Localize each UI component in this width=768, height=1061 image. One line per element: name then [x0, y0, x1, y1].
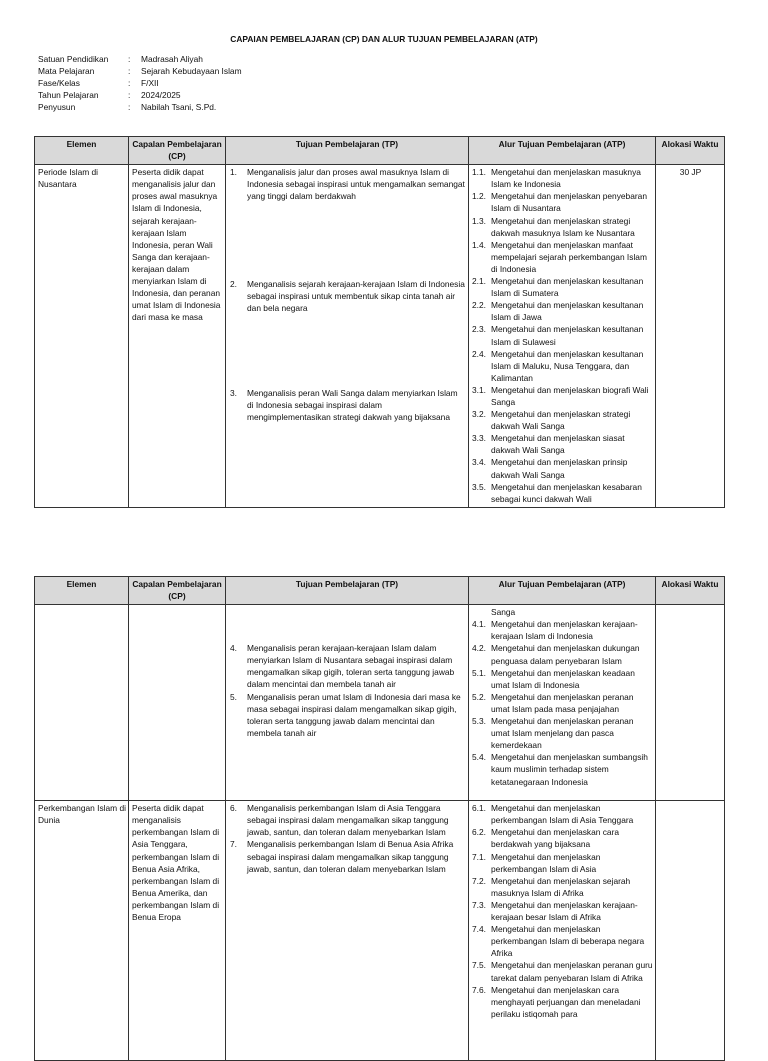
atp-text: Mengetahui dan menjelaskan perkembangan Islam di Asia: [491, 851, 601, 874]
atp-text: Mengetahui dan menjelaskan kerajaan-kerajaan besar Islam di Afrika: [491, 899, 638, 923]
atp-item: [472, 984, 653, 1020]
atp-number: 7.4.: [472, 924, 486, 935]
atp-item: [472, 751, 653, 787]
atp-item: [472, 190, 653, 214]
meta-row-tahun: [38, 89, 242, 101]
tp-number: 7.: [230, 839, 237, 850]
atp-item: [472, 923, 653, 959]
atp-text: Mengetahui dan menjelaskan siasat dakwah Wali Sanga: [491, 433, 625, 456]
atp-text: Mengetahui dan menjelaskan cara menghayati perjuangan dan meneladani perilaku istiqomah para: [491, 984, 641, 1019]
atp-text: Mengetahui dan menjelaskan peranan umat Islam menjelang dan pasca kemerdekaan: [491, 716, 634, 751]
cell-atp: [469, 605, 656, 801]
atp-text: Mengetahui dan menjelaskan perkembangan Islam di beberapa negara Afrika: [491, 924, 645, 959]
cell-alokasi: [656, 605, 725, 801]
tp-item: [230, 387, 466, 423]
tp-text: Menganalisis sejarah kerajaan-kerajaan Islam di Indonesia sebagai inspirasi untuk membentuk sikap cinta tanah air dan bela negara: [247, 279, 465, 314]
meta-label: Mata Pelajaran: [38, 66, 95, 77]
cell-cp: [129, 605, 226, 801]
cell-tp: [226, 165, 469, 508]
tp-text: Menganalisis jalur dan proses awal masuknya Islam di Indonesia sebagai inspirasi untuk mengamalkan semangat yang tinggi dalam berdakwah: [247, 167, 465, 202]
cell-elemen: [35, 605, 129, 801]
document-meta: [38, 53, 242, 113]
meta-colon: :: [128, 102, 131, 113]
atp-item: [472, 959, 653, 983]
meta-row-mapel: [38, 65, 242, 77]
meta-value: Madrasah Aliyah: [141, 54, 203, 64]
cell-tp: [226, 605, 469, 801]
atp-number: 1.3.: [472, 215, 486, 226]
tp-text: Menganalisis peran kerajaan-kerajaan Islam dalam menyiarkan Islam di Nusantara sebagai inspirasi dalam mengamalkan sikap gigih, toleran serta tanggung jawab dalam mencintai dan membela tanah air: [247, 643, 455, 690]
atp-item: [472, 456, 653, 480]
header-atp: Alur Tujuan Pembelajaran (ATP): [469, 137, 656, 165]
meta-row-penyusun: [38, 101, 242, 113]
meta-value: F/XII: [141, 78, 159, 89]
meta-colon: :: [128, 66, 131, 77]
atp-item: [472, 299, 653, 323]
tp-text: Menganalisis peran Wali Sanga dalam menyiarkan Islam di Indonesia sebagai inspirasi dalam mengimplementasikan strategi dakwah yang bijaksana: [247, 388, 458, 423]
header-tp: Tujuan Pembelajaran (TP): [226, 137, 469, 165]
meta-label: Satuan Pendidikan: [38, 54, 109, 64]
atp-number: 2.1.: [472, 276, 486, 287]
tp-text: Menganalisis peran umat Islam di Indonesia dari masa ke masa sebagai inspirasi dalam mengamalkan sikap gigih, toleran serta tanggung jawab dalam mencintai dan membela tanah air: [247, 691, 461, 738]
meta-label: Penyusun: [38, 102, 76, 113]
atp-item: [472, 432, 653, 456]
meta-label: Fase/Kelas: [38, 78, 80, 89]
atp-number: 4.2.: [472, 643, 486, 654]
header-atp: Alur Tujuan Pembelajaran (ATP): [469, 577, 656, 605]
atp-item: [472, 215, 653, 239]
tp-spacer: [230, 606, 466, 642]
atp-item: [472, 618, 653, 642]
atp-text: Mengetahui dan menjelaskan peranan umat Islam pada masa penjajahan: [491, 691, 634, 714]
header-cp: Capalan Pembelajaran (CP): [129, 137, 226, 165]
atp-item: [472, 323, 653, 347]
atp-text: Mengetahui dan menjelaskan kesultanan Islam di Sulawesi: [491, 324, 644, 347]
atp-text: Mengetahui dan menjelaskan sumbangsih kaum muslimin terhadap sistem ketatanegaraan Indonesia: [491, 752, 648, 787]
cell-alokasi: 30 JP: [656, 165, 725, 508]
atp-item: [472, 875, 653, 899]
atp-number: 3.3.: [472, 433, 486, 444]
atp-text: Mengetahui dan menjelaskan keadaan umat Islam di Indonesia: [491, 667, 635, 690]
meta-label: Tahun Pelajaran: [38, 90, 99, 101]
atp-number: 7.6.: [472, 984, 486, 995]
header-cp: Capalan Pembelajaran (CP): [129, 577, 226, 605]
atp-text: Mengetahui dan menjelaskan kerajaan-kerajaan Islam di Indonesia: [491, 619, 638, 642]
header-elemen: Elemen: [35, 137, 129, 165]
atp-text: Mengetahui dan menjelaskan cara berdakwah yang bijaksana: [491, 827, 620, 850]
cell-atp: [469, 165, 656, 508]
meta-row-satuan: [38, 53, 242, 65]
table-row: [35, 801, 725, 1061]
tp-number: 3.: [230, 388, 237, 399]
cell-cp: Peserta didik dapat menganalisis jalur dan proses awal masuknya Islam di Indonesia, sejarah kerajaan-kerajaan Islam Indonesia, peran Wali Sanga dan kerajaan-kerajaan dalam menyiarkan Islam di Indonesia, dan peranan umat Islam di Indonesia dari masa ke masa: [129, 165, 226, 508]
tp-item: [230, 166, 466, 278]
atp-item: [472, 715, 653, 751]
atp-number: 6.1.: [472, 803, 486, 814]
atp-item: [472, 691, 653, 715]
atp-item: [472, 826, 653, 850]
atp-number: 6.2.: [472, 827, 486, 838]
atp-number: 7.2.: [472, 875, 486, 886]
atp-number: 1.2.: [472, 191, 486, 202]
atp-number: 5.1.: [472, 667, 486, 678]
table-header-row: [35, 577, 725, 605]
atp-number: 3.1.: [472, 384, 486, 395]
header-elemen: Elemen: [35, 577, 129, 605]
atp-number: 5.3.: [472, 716, 486, 727]
atp-item: [472, 642, 653, 666]
meta-colon: :: [128, 78, 131, 89]
cell-alokasi: [656, 801, 725, 1061]
atp-number: 7.1.: [472, 851, 486, 862]
table-header-row: [35, 137, 725, 165]
atp-number: 4.1.: [472, 619, 486, 630]
atp-number: 5.4.: [472, 752, 486, 763]
atp-item: [472, 166, 653, 190]
atp-text: Mengetahui dan menjelaskan manfaat mempelajari sejarah perkembangan Islam di Indonesia: [491, 239, 647, 274]
atp-number: 3.4.: [472, 457, 486, 468]
atp-text: Mengetahui dan menjelaskan penyebaran Islam di Nusantara: [491, 191, 647, 214]
atp-number: 2.4.: [472, 348, 486, 359]
cp-atp-table-page-2: [34, 576, 725, 1061]
atp-number: 7.3.: [472, 899, 486, 910]
atp-text: Mengetahui dan menjelaskan strategi dakwah masuknya Islam ke Nusantara: [491, 215, 635, 238]
atp-number: 2.2.: [472, 300, 486, 311]
atp-item: [472, 667, 653, 691]
tp-item: [230, 802, 466, 838]
atp-text: Mengetahui dan menjelaskan peranan guru tarekat dalam penyebaran Islam di Afrika: [491, 960, 653, 983]
cell-elemen: Perkembangan Islam di Dunia: [35, 801, 129, 1061]
atp-number: 1.4.: [472, 239, 486, 250]
atp-item: [472, 899, 653, 923]
atp-text: Mengetahui dan menjelaskan sejarah masuknya Islam di Afrika: [491, 875, 631, 898]
tp-number: 1.: [230, 167, 237, 178]
tp-item: [230, 642, 466, 690]
table-row: [35, 605, 725, 801]
atp-item: [472, 384, 653, 408]
atp-item: [472, 408, 653, 432]
tp-item: [230, 691, 466, 739]
atp-number: 3.2.: [472, 409, 486, 420]
cp-atp-table-page-1: [34, 136, 725, 508]
cell-tp: [226, 801, 469, 1061]
tp-text: Menganalisis perkembangan Islam di Asia Tenggara sebagai inspirasi dalam mengamalkan sikap tanggung jawab, santun, dan toleran dalam menyebarkan Islam: [247, 803, 449, 838]
tp-number: 5.: [230, 691, 237, 702]
header-alokasi: Alokasi Waktu: [656, 137, 725, 165]
atp-text: Mengetahui dan menjelaskan strategi dakwah Wali Sanga: [491, 409, 631, 432]
atp-item-continued: [472, 606, 653, 618]
atp-text: Mengetahui dan menjelaskan kesultanan Islam di Jawa: [491, 300, 644, 323]
atp-text: Mengetahui dan menjelaskan kesabaran sebagai kunci dakwah Wali: [491, 481, 642, 504]
tp-text: Menganalisis perkembangan Islam di Benua Asia Afrika sebagai inspirasi dalam mengamalkan sikap tanggung jawab, santun, dan toleran dalam menyebarkan Islam: [247, 839, 454, 874]
atp-item: [472, 802, 653, 826]
atp-item: [472, 851, 653, 875]
header-tp: Tujuan Pembelajaran (TP): [226, 577, 469, 605]
atp-text: Mengetahui dan menjelaskan biografi Wali Sanga: [491, 384, 649, 407]
meta-value: 2024/2025: [141, 90, 181, 101]
atp-item: [472, 275, 653, 299]
tp-item: [230, 278, 466, 387]
atp-text: Mengetahui dan menjelaskan dukungan penguasa dalam penyebaran Islam: [491, 643, 640, 666]
atp-text: Mengetahui dan menjelaskan masuknya Islam ke Indonesia: [491, 167, 641, 190]
atp-number: 7.5.: [472, 960, 486, 971]
atp-number: 2.3.: [472, 324, 486, 335]
document-title: CAPAIAN PEMBELAJARAN (CP) DAN ALUR TUJUAN PEMBELAJARAN (ATP): [230, 34, 538, 44]
atp-text: Mengetahui dan menjelaskan kesultanan Islam di Sumatera: [491, 276, 644, 299]
atp-text: Mengetahui dan menjelaskan perkembangan Islam di Asia Tenggara: [491, 803, 634, 826]
meta-value: Nabilah Tsani, S.Pd.: [141, 102, 217, 113]
atp-item: [472, 481, 653, 505]
atp-number: 3.5.: [472, 481, 486, 492]
cell-elemen: Periode Islam di Nusantara: [35, 165, 129, 508]
header-alokasi: Alokasi Waktu: [656, 577, 725, 605]
meta-value: Sejarah Kebudayaan Islam: [141, 66, 242, 77]
tp-number: 4.: [230, 643, 237, 654]
atp-text: Mengetahui dan menjelaskan prinsip dakwah Wali Sanga: [491, 457, 628, 480]
atp-text: Mengetahui dan menjelaskan kesultanan Islam di Maluku, Nusa Tenggara, dan Kalimantan: [491, 348, 644, 383]
meta-colon: :: [128, 90, 131, 101]
cell-cp: Peserta didik dapat menganalisis perkembangan Islam di Asia Tenggara, perkembangan Islam di Benua Asia Afrika, perkembangan Islam di Benua Amerika, dan perkembangan Islam di Benua Eropa: [129, 801, 226, 1061]
atp-text: Sanga: [491, 607, 516, 618]
tp-item: [230, 838, 466, 874]
atp-item: [472, 348, 653, 384]
atp-number: 1.1.: [472, 167, 486, 178]
atp-item: [472, 239, 653, 275]
atp-number: 5.2.: [472, 691, 486, 702]
cell-atp: [469, 801, 656, 1061]
meta-row-fase: [38, 77, 242, 89]
tp-number: 6.: [230, 803, 237, 814]
table-row: [35, 165, 725, 508]
meta-colon: :: [128, 54, 131, 64]
tp-number: 2.: [230, 279, 237, 290]
